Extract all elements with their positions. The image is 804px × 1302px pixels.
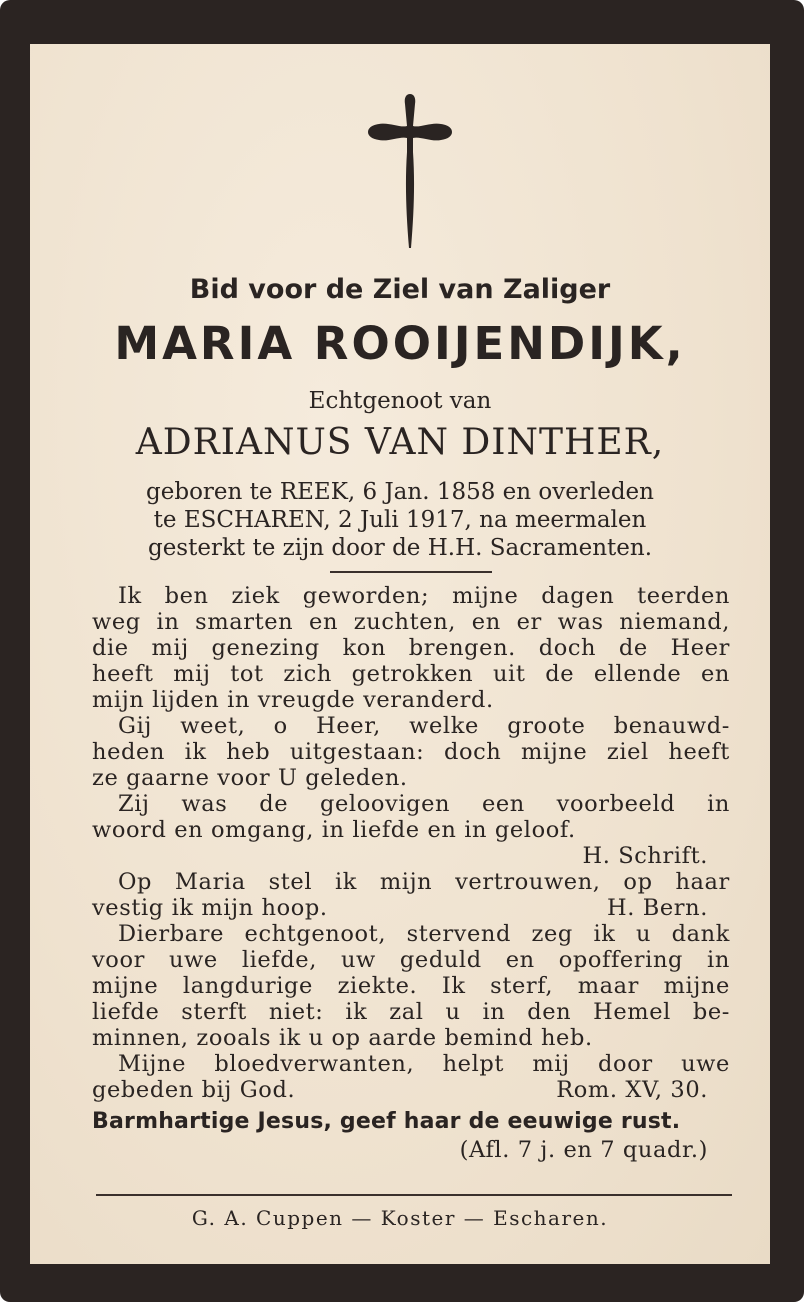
birth-death-line: gesterkt te zijn door de H.H. Sacramenten.	[147, 535, 653, 561]
text-line-content: Zij was de geloovigen een voorbeeld in	[118, 791, 730, 817]
text-line-content: ze gaarne voor U geleden.	[92, 765, 408, 791]
text-line-content: Op Maria stel ik mijn vertrouwen, op haar	[118, 869, 730, 895]
indulgence-note: (Afl. 7 j. en 7 quadr.)	[459, 1137, 708, 1163]
text-line	[92, 869, 730, 895]
divider	[96, 1194, 732, 1196]
text-line	[92, 661, 730, 687]
text-line-content: Gij weet, o Heer, welke groote benauwd-	[118, 713, 730, 739]
cross-icon	[365, 92, 455, 252]
text-line	[92, 635, 730, 661]
text-line	[92, 687, 730, 713]
text-line-content: heden ik heb uitgestaan: doch mijne ziel heeft	[92, 739, 730, 765]
divider	[330, 571, 492, 573]
memorial-text	[92, 583, 730, 1163]
text-line	[92, 609, 730, 635]
birth-death-text	[30, 478, 770, 562]
text-line	[92, 895, 730, 921]
citation: H. Bern.	[607, 895, 708, 921]
text-line-content: mijn lijden in vreugde veranderd.	[92, 687, 494, 713]
citation: Rom. XV, 30.	[556, 1077, 708, 1103]
text-line-content: weg in smarten en zuchten, en er was niemand,	[92, 609, 730, 635]
text-line-content: H. Schrift.	[582, 843, 708, 869]
text-line-content: Dierbare echtgenoot, stervend zeg ik u dank	[118, 921, 730, 947]
text-line-content: mijne langdurige ziekte. Ik sterf, maar mijne	[92, 973, 730, 999]
text-line	[92, 973, 730, 999]
text-line-content: voor uwe liefde, uw geduld en opoffering in	[92, 947, 730, 973]
text-line-content: gebeden bij God.	[92, 1077, 296, 1103]
text-line	[92, 1025, 730, 1051]
text-line-content: heeft mij tot zich getrokken uit de ellende en	[92, 661, 730, 687]
prayer-request-heading: Bid voor de Ziel van Zaliger	[189, 274, 611, 305]
text-line-content: Ik ben ziek geworden; mijne dagen teerden	[118, 583, 730, 609]
birth-death-line: geboren te REEK, 6 Jan. 1858 en overleden	[146, 479, 654, 505]
text-line	[92, 921, 730, 947]
text-line	[92, 739, 730, 765]
text-line	[92, 765, 730, 791]
birth-death-line: te ESCHAREN, 2 Juli 1917, na meermalen	[153, 507, 647, 533]
text-line	[92, 817, 730, 843]
spouse-name: ADRIANUS VAN DINTHER,	[135, 422, 665, 463]
text-line-content: liefde sterft niet: ik zal u in den Hemel be-	[92, 999, 730, 1025]
relation-label: Echtgenoot van	[308, 388, 492, 414]
text-line-content: Mijne bloedverwanten, helpt mij door uwe	[118, 1051, 730, 1077]
card-paper	[30, 44, 770, 1264]
text-line-content: die mij genezing kon brengen. doch de Heer	[92, 635, 730, 661]
text-line	[92, 791, 730, 817]
text-line	[92, 843, 730, 869]
text-line	[92, 999, 730, 1025]
text-line	[92, 1051, 730, 1077]
text-line	[92, 583, 730, 609]
text-line-content: woord en omgang, in liefde en in geloof.	[92, 817, 576, 843]
text-line-content: vestig ik mijn hoop.	[92, 895, 328, 921]
text-line	[92, 947, 730, 973]
printer-credit: G. A. Cuppen — Koster — Escharen.	[191, 1206, 609, 1230]
deceased-name: MARIA ROOIJENDIJK,	[114, 317, 686, 370]
text-line-content: minnen, zooals ik u op aarde bemind heb.	[92, 1025, 593, 1051]
text-line	[92, 713, 730, 739]
text-line	[92, 1077, 730, 1103]
closing-prayer: Barmhartige Jesus, geef haar de eeuwige rust.	[92, 1109, 681, 1134]
